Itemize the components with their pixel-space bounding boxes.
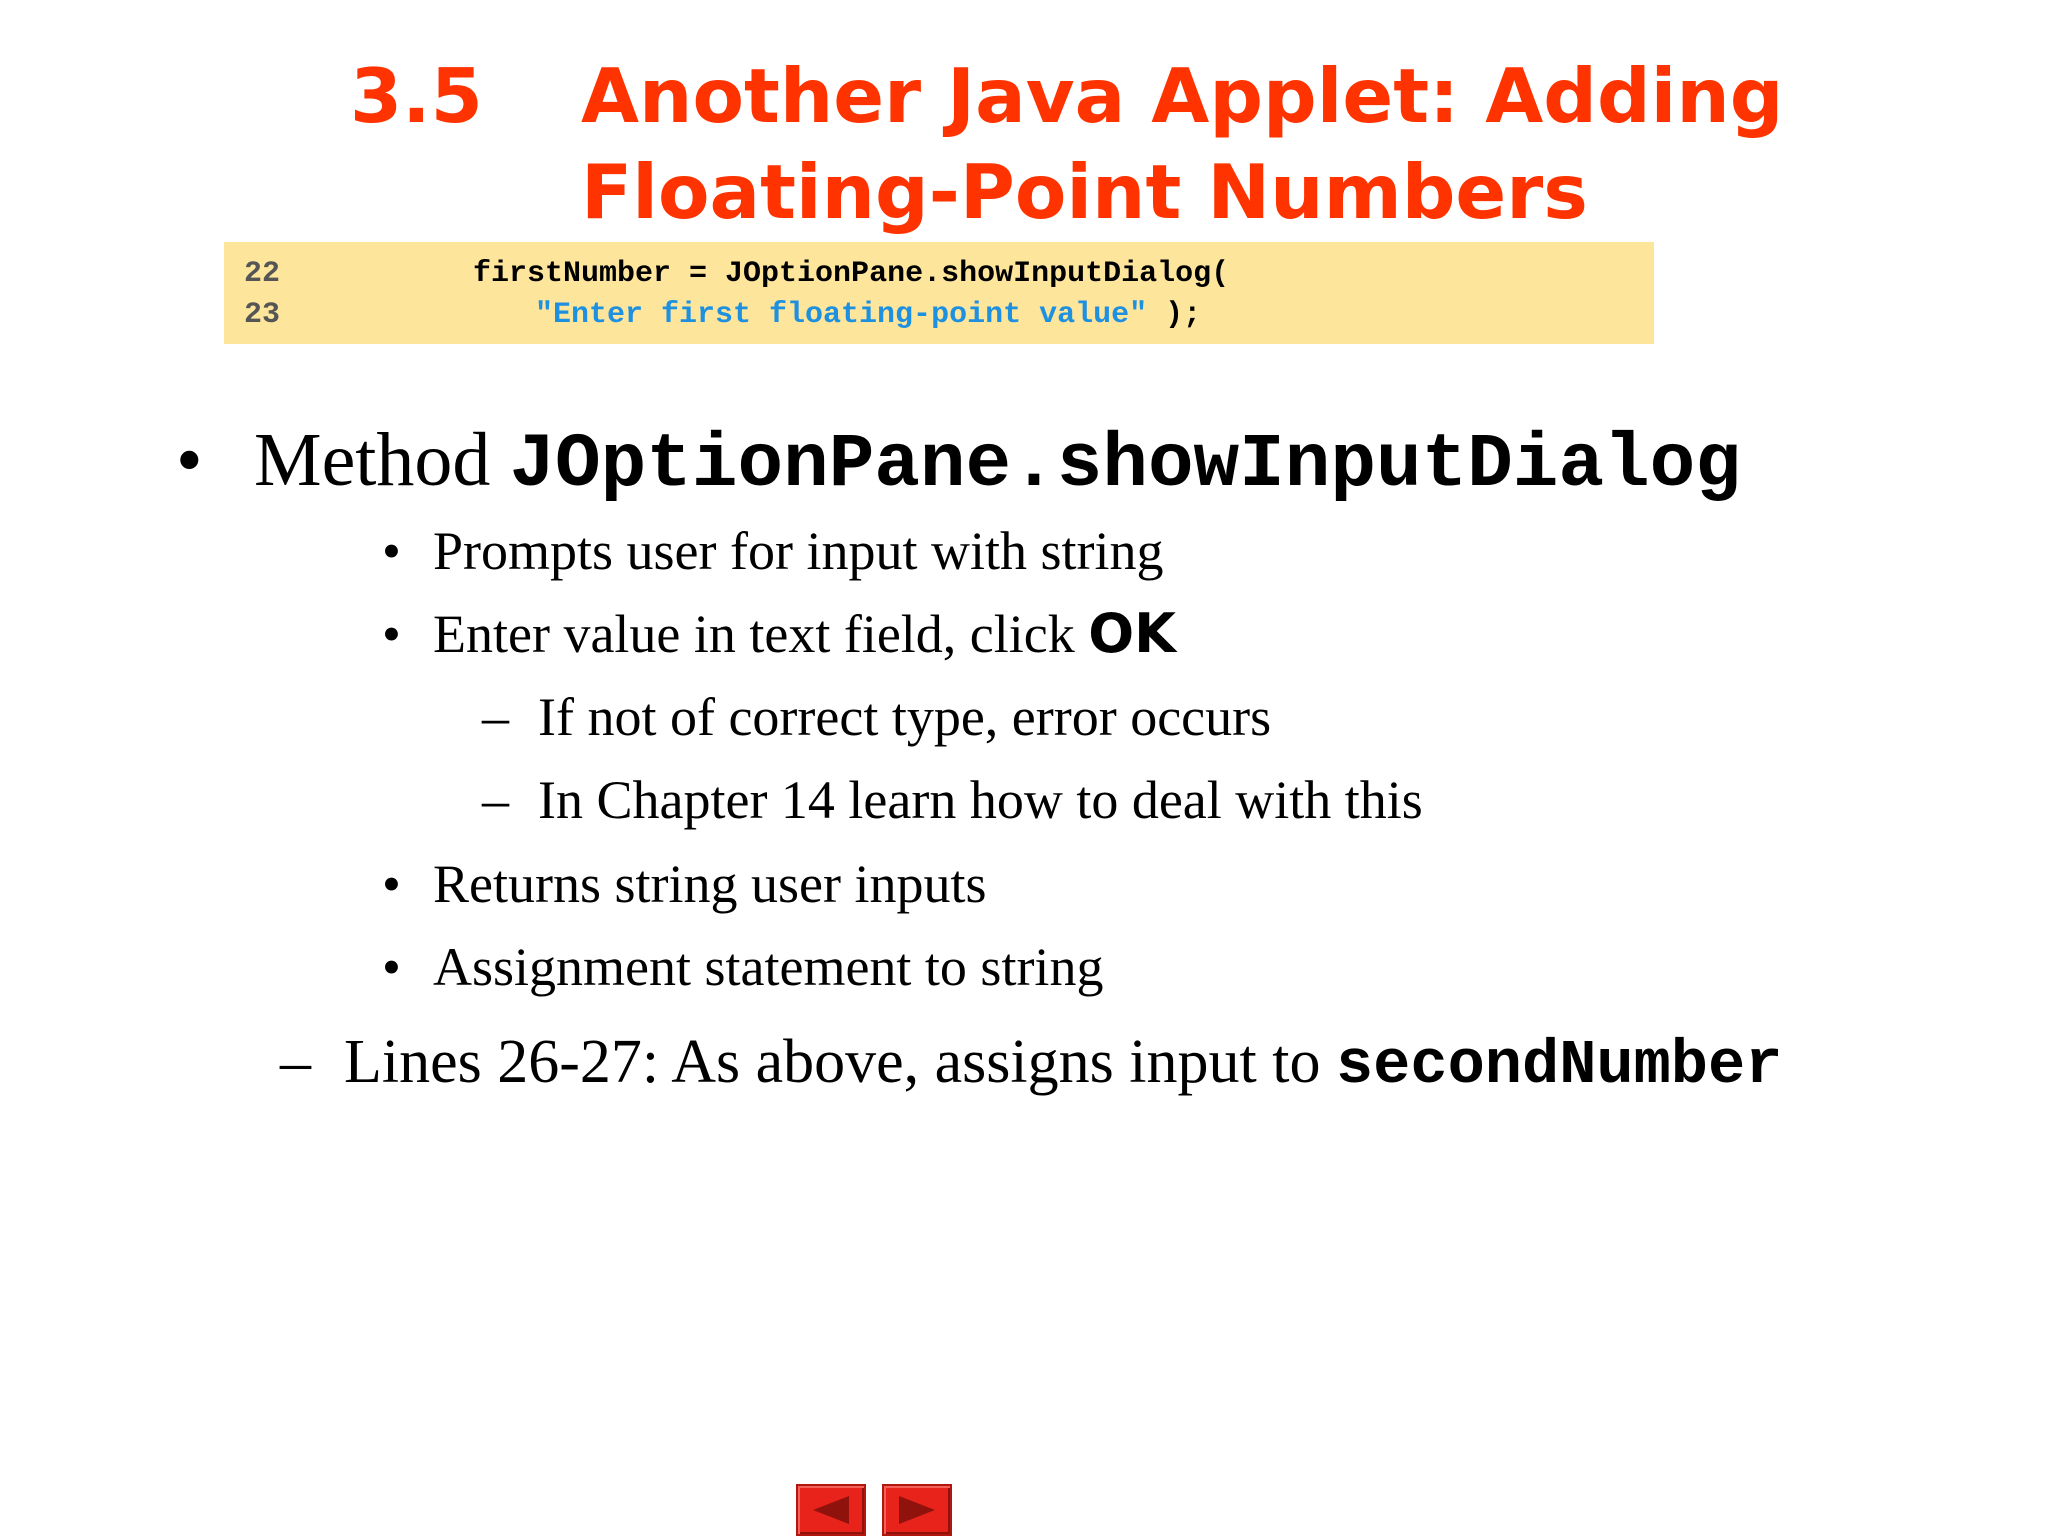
title-row-2 xyxy=(350,144,1750,240)
slide-title xyxy=(350,48,1784,240)
method-name-code: JOptionPane.showInputDialog xyxy=(509,422,1741,508)
left-arrow-icon xyxy=(809,1494,853,1526)
ok-button-label: OK xyxy=(1088,602,1177,665)
right-arrow-icon xyxy=(895,1494,939,1526)
bullet-text xyxy=(433,599,1176,669)
title-line-2: Floating-Point Numbers xyxy=(581,148,1588,236)
title-row-1 xyxy=(350,48,1784,144)
bullet-text: Prompts user for input with string xyxy=(433,521,1164,581)
bullet-prefix: Method xyxy=(254,418,510,502)
bullet-text: If not of correct type, error occurs xyxy=(538,687,1272,747)
previous-slide-button[interactable] xyxy=(796,1484,866,1536)
bullet-text-main: Lines 26-27: As above, assigns input to xyxy=(344,1028,1336,1096)
code-snippet xyxy=(224,242,1654,344)
code-line-text: firstNumber = JOptionPane.showInputDialog( xyxy=(473,257,1230,291)
code-string-literal: "Enter first floating-point value" xyxy=(535,298,1148,332)
code-line-rest: ); xyxy=(1147,298,1202,332)
dash-marker: – xyxy=(482,770,509,830)
code-line-text xyxy=(535,295,1201,336)
bullet-text xyxy=(344,1020,1782,1108)
bullet-marker: • xyxy=(382,854,401,914)
variable-name-code: secondNumber xyxy=(1335,1030,1783,1101)
bullet-marker: • xyxy=(382,604,401,664)
bullet-text: Assignment statement to string xyxy=(433,937,1104,997)
dash-marker: – xyxy=(482,687,509,747)
code-line-number: 22 xyxy=(244,257,281,291)
next-slide-button[interactable] xyxy=(882,1484,952,1536)
code-line xyxy=(224,254,1654,295)
section-number: 3.5 xyxy=(350,52,483,140)
title-line-1: Another Java Applet: Adding xyxy=(581,52,1784,140)
dash-marker: – xyxy=(280,1028,311,1096)
bullet-text: In Chapter 14 learn how to deal with this xyxy=(538,770,1423,830)
bullet-marker: • xyxy=(382,521,401,581)
bullet-marker: • xyxy=(176,418,203,502)
bullet-text xyxy=(254,410,1741,515)
code-line xyxy=(224,295,1654,336)
bullet-marker: • xyxy=(382,937,401,997)
bullet-text: Returns string user inputs xyxy=(433,854,987,914)
bullet-text-main: Enter value in text field, click xyxy=(433,604,1089,664)
code-line-number: 23 xyxy=(244,298,281,332)
